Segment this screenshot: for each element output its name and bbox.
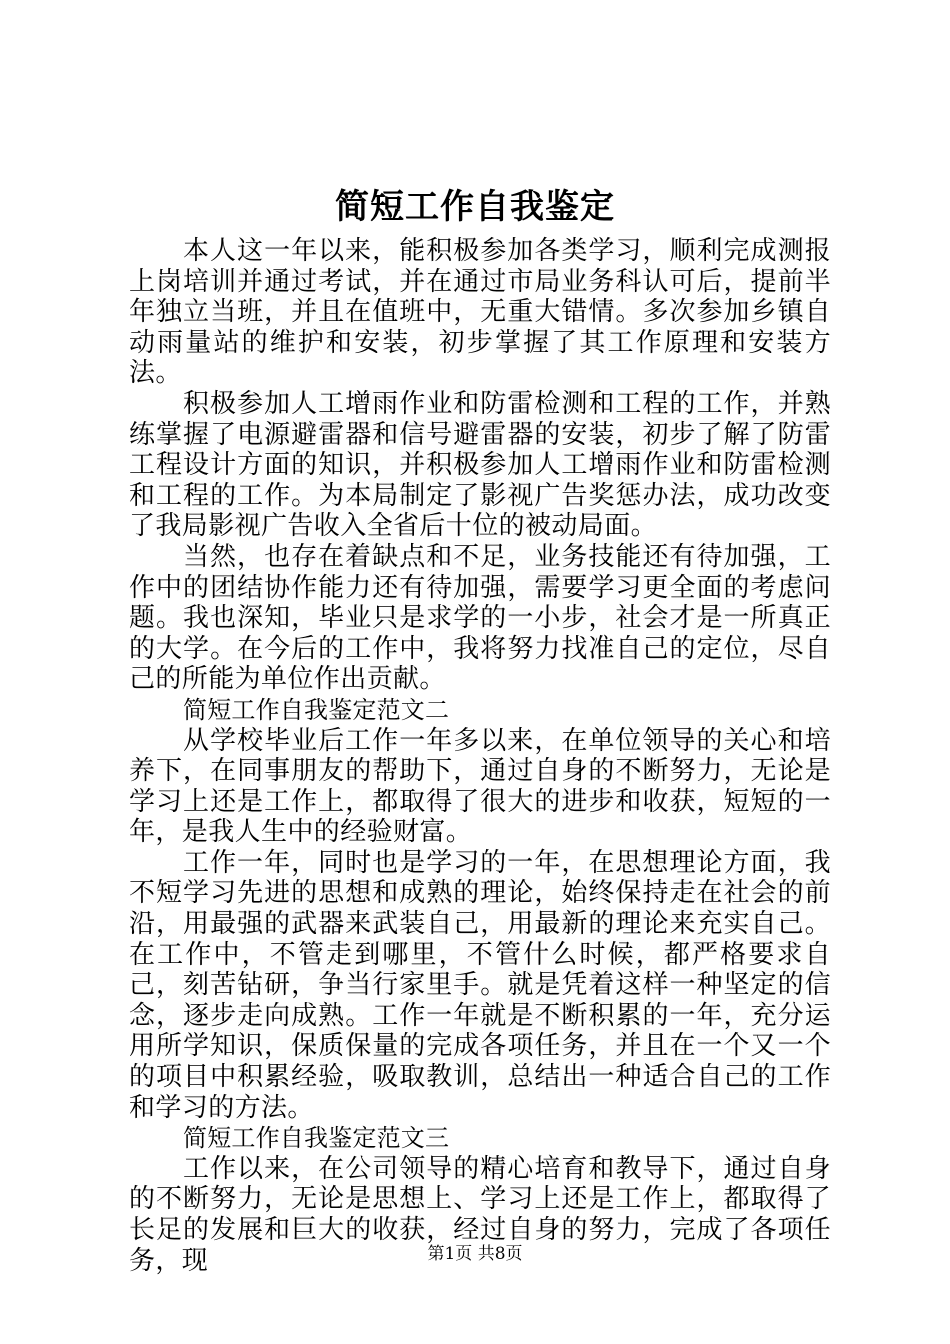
paragraph: 当然，也存在着缺点和不足，业务技能还有待加强，工作中的团结协作能力还有待加强，需要学习更全面的考虑问题。我也深知，毕业只是求学的一小步，社会才是一所真正的大学。在今后的工作中，我将努力找准自己的定位，尽自己的所能为单位作出贡献。 <box>129 541 831 695</box>
section-heading: 简短工作自我鉴定范文三 <box>183 1124 450 1153</box>
paragraph: 工作一年，同时也是学习的一年，在思想理论方面，我不短学习先进的思想和成熟的理论，始终保持走在社会的前沿，用最强的武器来武装自己，用最新的理论来充实自己。在工作中，不管走到哪里，不管什么时候，都严格要求自己，刻苦钻研，争当行家里手。就是凭着这样一种坚定的信念，逐步走向成熟。工作一年就是不断积累的一年，充分运用所学知识，保质保量的完成各项任务，并且在一个又一个的项目中积累经验，吸取教训，总结出一种适合自己的工作和学习的方法。 <box>129 847 831 1123</box>
page-number-footer: 第1页 共8页 <box>427 1244 523 1264</box>
paragraph: 积极参加人工增雨作业和防雷检测和工程的工作，并熟练掌握了电源避雷器和信号避雷器的安装，初步了解了防雷工程设计方面的知识，并积极参加人工增雨作业和防雷检测和工程的工作。为本局制定了影视广告奖惩办法，成功改变了我局影视广告收入全省后十位的被动局面。 <box>129 388 831 542</box>
document-title: 简短工作自我鉴定 <box>335 187 615 227</box>
paragraph: 从学校毕业后工作一年多以来，在单位领导的关心和培养下，在同事朋友的帮助下，通过自身的不断努力，无论是学习上还是工作上，都取得了很大的进步和收获，短短的一年，是我人生中的经验财富。 <box>129 725 831 848</box>
paragraph: 本人这一年以来，能积极参加各类学习，顺利完成测报上岗培训并通过考试，并在通过市局业务科认可后，提前半年独立当班，并且在值班中，无重大错情。多次参加乡镇自动雨量站的维护和安装，初步掌握了其工作原理和安装方法。 <box>129 236 831 389</box>
document-body <box>129 236 831 1276</box>
paragraph: 工作以来，在公司领导的精心培育和教导下，通过自身的不断努力，无论是思想上、学习上还是工作上，都取得了长足的发展和巨大的收获，经过自身的努力，完成了各项任务，现 <box>129 1153 831 1276</box>
section-heading: 简短工作自我鉴定范文二 <box>183 695 450 724</box>
